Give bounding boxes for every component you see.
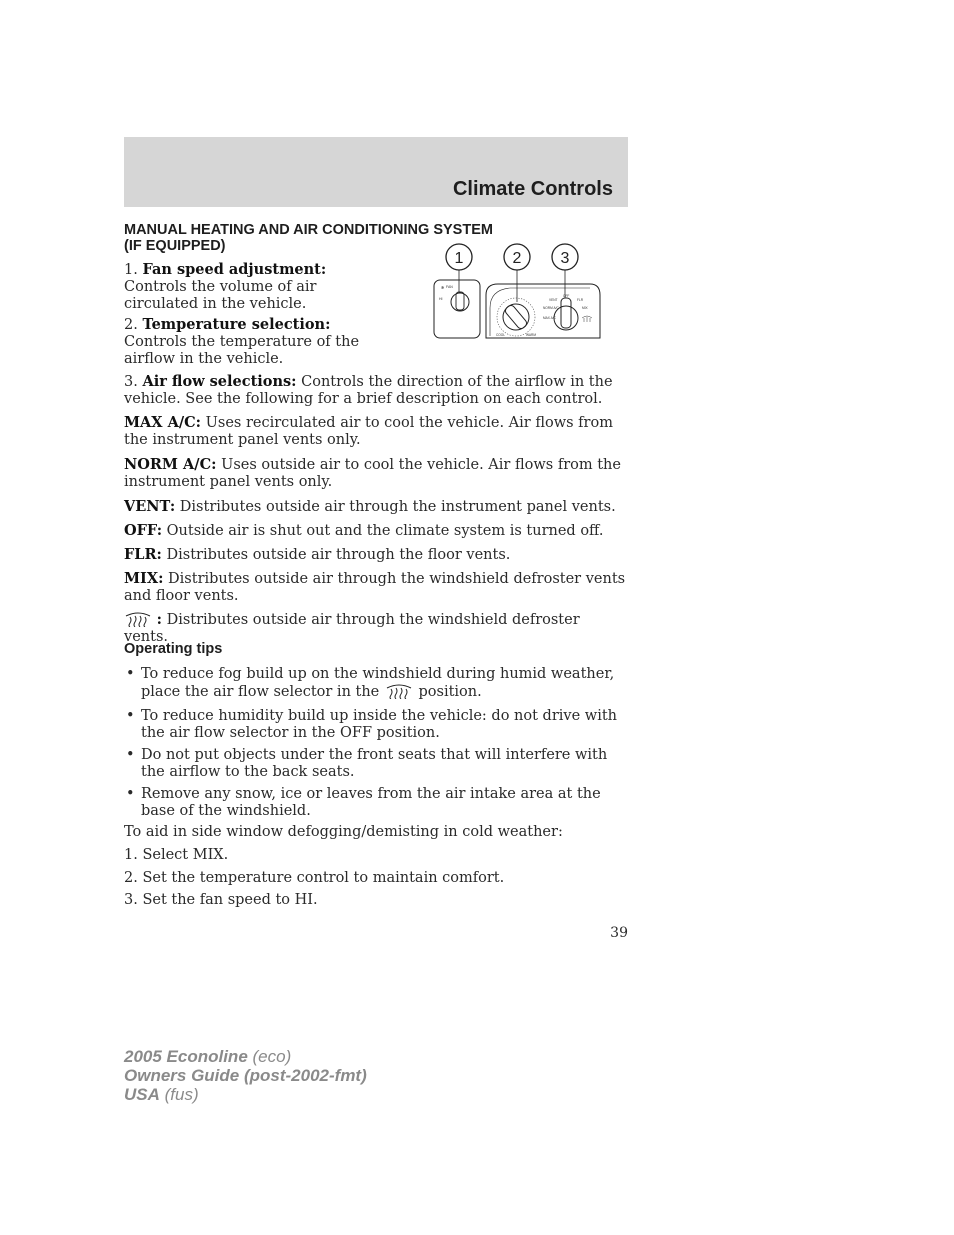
vent-label: VENT	[549, 298, 558, 302]
list-item: • To reduce fog build up on the windshield during humid weather, place the air flow selector in the position.	[126, 666, 615, 700]
mode-defrost: : Distributes outside air through the windshield defroster vents.	[124, 611, 580, 645]
item-fan: 1. Fan speed adjustment: Controls the volume of air circulated in the vehicle.	[124, 261, 327, 312]
defrost-mini-icon	[582, 316, 592, 322]
section-title-line1: MANUAL HEATING AND AIR CONDITIONING SYSTEM	[124, 222, 493, 238]
callout-3: 3	[560, 250, 570, 267]
main-control-bezel	[486, 284, 600, 338]
list-item: • To reduce humidity build up inside the vehicle: do not drive with the air flow selector in the OFF position.	[126, 708, 617, 741]
callout-1: 1	[454, 250, 464, 267]
max-ac-label: MAX A/C	[543, 316, 556, 320]
hi-label: HI	[439, 297, 443, 301]
footer-market-code: (fus)	[159, 1085, 199, 1104]
list-item: • Remove any snow, ice or leaves from the air intake area at the base of the windshield.	[126, 786, 601, 819]
off-label: OFF	[563, 294, 570, 298]
fan-icon: ✻	[441, 285, 445, 290]
mode-off: OFF: Outside air is shut out and the climate system is turned off.	[124, 522, 604, 539]
fan-label: FAN	[446, 285, 453, 289]
item-airflow: 3. Air flow selections: Controls the direction of the airflow in the vehicle. See the following for a brief description on each control.	[124, 373, 613, 407]
footer-market: USA	[124, 1085, 160, 1104]
mode-vent: VENT: Distributes outside air through the instrument panel vents.	[124, 498, 616, 515]
operating-tips-heading: Operating tips	[124, 641, 223, 657]
footer-model: 2005 Econoline	[124, 1047, 248, 1066]
page-title: Climate Controls	[452, 178, 613, 200]
defrost-icon	[124, 611, 152, 627]
mode-mix: MIX: Distributes outside air through the windshield defroster vents and floor vents.	[124, 570, 626, 604]
climate-control-diagram	[432, 240, 604, 344]
defog-step-1: 1. Select MIX.	[124, 847, 229, 863]
footer-model-code: (eco)	[247, 1047, 292, 1066]
mode-norm-ac: NORM A/C: Uses outside air to cool the vehicle. Air flows from the instrument panel vents only.	[124, 456, 621, 490]
defog-intro: To aid in side window defogging/demisting in cold weather:	[124, 824, 563, 840]
mode-max-ac: MAX A/C: Uses recirculated air to cool the vehicle. Air flows from the instrument panel vents only.	[124, 414, 613, 448]
cool-label: COOL	[496, 333, 506, 337]
mode-flr: FLR: Distributes outside air through the floor vents.	[124, 546, 511, 563]
defog-step-2: 2. Set the temperature control to maintain comfort.	[124, 870, 505, 886]
footer	[124, 1047, 367, 1104]
fan-knob	[451, 293, 469, 311]
mix-label: MIX	[582, 306, 588, 310]
page-number: 39	[610, 925, 628, 941]
flr-label: FLR	[577, 298, 584, 302]
section-title-line2: (IF EQUIPPED)	[124, 238, 226, 254]
header-band	[124, 137, 628, 207]
callout-2: 2	[512, 250, 522, 267]
norm-ac-label: NORM A/C	[543, 306, 559, 310]
defog-step-3: 3. Set the fan speed to HI.	[124, 892, 318, 908]
list-item: • Do not put objects under the front seats that will interfere with the airflow to the back seats.	[126, 747, 608, 780]
defrost-icon	[384, 683, 414, 699]
warm-label: WARM	[526, 333, 536, 337]
footer-guide: Owners Guide (post-2002-fmt)	[124, 1066, 367, 1085]
item-temp: 2. Temperature selection: Controls the temperature of the airflow in the vehicle.	[124, 316, 360, 367]
